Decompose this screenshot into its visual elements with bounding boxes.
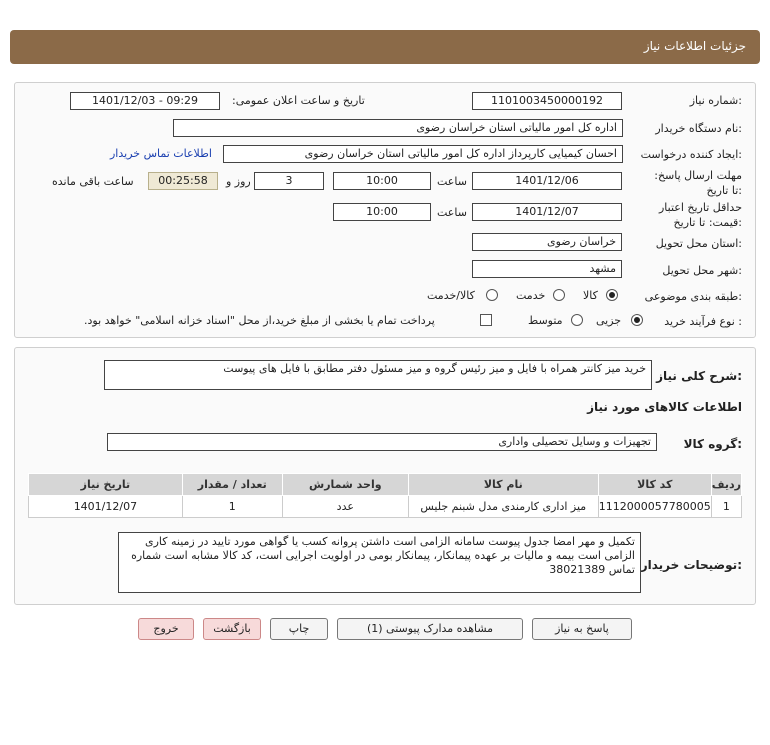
col-header-date: تاریخ نیاز [29,474,183,496]
validity-time-field[interactable]: 10:00 [333,203,431,221]
cell-qty: 1 [182,496,282,518]
table-header-row [29,474,742,496]
buyer-notes-label: توضیحات خریدار: [640,558,742,572]
requester-field[interactable]: احسان کیمیایی کارپرداز اداره کل امور مالیاتی استان خراسان رضوی [223,145,623,163]
col-header-name: نام کالا [408,474,598,496]
page-header [10,30,760,64]
category-option-both: کالا/خدمت [427,289,475,302]
reply-time-field[interactable]: 10:00 [333,172,431,190]
process-radio-minor[interactable] [631,314,643,326]
goods-group-label: گروه کالا: [683,437,742,451]
category-option-service: خدمت [516,289,546,302]
announce-label: تاریخ و ساعت اعلان عمومی: [232,94,365,107]
buyer-org-label: نام دستگاه خریدار: [655,122,742,135]
reply-date-field[interactable]: 1401/12/06 [472,172,622,190]
goods-info-title: اطلاعات کالاهای مورد نیاز [587,400,742,414]
city-field[interactable]: مشهد [472,260,622,278]
process-radio-medium[interactable] [571,314,583,326]
category-label: طبقه بندی موضوعی: [644,290,742,303]
category-option-goods: کالا [583,289,598,302]
print-button[interactable]: چاپ [270,618,328,640]
goods-group-field[interactable]: تجهیزات و وسایل تحصیلی واداری [107,433,657,451]
goods-table [28,473,742,518]
table-row[interactable] [29,496,742,518]
category-radio-service[interactable] [553,289,565,301]
contact-buyer-link[interactable]: اطلاعات تماس خریدار [110,147,212,160]
process-label: نوع فرآیند خرید : [664,315,742,328]
category-radio-both[interactable] [486,289,498,301]
process-option-medium: متوسط [528,314,563,327]
days-label: روز و [226,175,251,188]
validity-label: حداقل تاریخ اعتبار قیمت: تا تاریخ: [658,201,742,229]
cell-name: میز اداری کارمندی مدل شبنم جلیس [408,496,598,518]
exit-button[interactable]: خروج [138,618,194,640]
buyer-notes-field[interactable]: تکمیل و مهر امضا جدول پیوست سامانه الزامی است داشتن پروانه کسب یا گواهی مورد تایید در زمینه کاری الزامی است بیمه و مالیات بر عهده پیمانکار، پیمانکار بومی در اولویت اجرایی است، کد کالا مشابه است شماره تماس 38021389 [118,532,641,593]
days-field[interactable]: 3 [254,172,324,190]
remaining-time-field: 00:25:58 [148,172,218,190]
col-header-unit: واحد شمارش [282,474,408,496]
treasury-payment-checkbox[interactable] [480,314,492,326]
treasury-payment-note: پرداخت تمام یا بخشی از مبلغ خرید،از محل "اسناد خزانه اسلامی" خواهد بود. [84,314,435,327]
buyer-org-field[interactable]: اداره کل امور مالیاتی استان خراسان رضوی [173,119,623,137]
validity-date-field[interactable]: 1401/12/07 [472,203,622,221]
col-header-qty: تعداد / مقدار [182,474,282,496]
cell-date: 1401/12/07 [29,496,183,518]
province-field[interactable]: خراسان رضوی [472,233,622,251]
need-number-field[interactable]: 1101003450000192 [472,92,622,110]
summary-label: شرح کلی نیاز: [656,369,742,383]
reply-deadline-label: مهلت ارسال پاسخ: تا تاریخ: [654,169,742,197]
need-number-label: شماره نیاز: [689,94,742,107]
reply-time-label: ساعت [437,175,467,188]
back-button[interactable]: بازگشت [203,618,261,640]
validity-time-label: ساعت [437,206,467,219]
cell-code: 1112000057780005 [598,496,711,518]
reply-button[interactable]: پاسخ به نیاز [532,618,632,640]
province-label: استان محل تحویل: [655,237,742,250]
page-title: جزئیات اطلاعات نیاز [643,39,746,53]
announce-field[interactable]: 1401/12/03 - 09:29 [70,92,220,110]
col-header-code: کد کالا [598,474,711,496]
cell-unit: عدد [282,496,408,518]
requester-label: ایجاد کننده درخواست: [640,148,742,161]
remaining-label: ساعت باقی مانده [52,175,134,188]
summary-field[interactable]: خرید میز کانتر همراه با فایل و میز رئیس گروه و میز مسئول دفتر مطابق با فایل های پیوست [104,360,652,390]
view-documents-button[interactable]: مشاهده مدارک پیوستی (1) [337,618,523,640]
category-radio-goods[interactable] [606,289,618,301]
process-option-minor: جزیی [596,314,622,327]
cell-row-no: 1 [711,496,741,518]
city-label: شهر محل تحویل: [662,264,742,277]
col-header-row-no: ردیف [711,474,741,496]
